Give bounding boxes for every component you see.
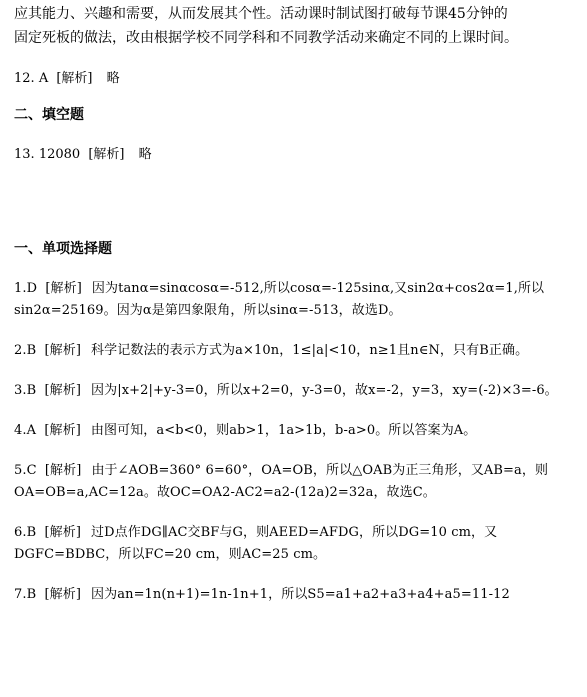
analysis-text: 因为an=1n(n+1)=1n-1n+1，所以S5=a1+a2+a3+a4+a5=11-12 [91,587,510,602]
answer-number: 13. [14,147,35,162]
analysis-text: 略 [138,147,152,162]
answer-item-4 [14,420,580,442]
analysis-tag: [解析] [88,147,125,162]
answer-number: 2. [14,343,27,358]
answer-number: 5. [14,463,27,478]
analysis-tag: [解析] [44,423,81,438]
answer-item-3 [14,380,580,402]
answer-number: 4. [14,423,27,438]
answer-item-2 [14,340,580,362]
answer-choice: B [26,587,37,602]
answer-number: 3. [14,383,27,398]
answer-choice: A [26,423,37,438]
document-page [14,2,580,606]
analysis-text: 由于∠AOB=360° 6=60°，OA=OB，所以△OAB为正三角形，又AB=a，则OA=OB=a,AC=12a。故OC=OA2-AC2=a2-(12a)2=32a，故选C。 [14,463,549,500]
answer-choice: B [26,343,37,358]
answer-item-13 [14,144,580,166]
answer-item-6 [14,522,580,566]
analysis-tag: [解析] [45,281,82,296]
analysis-text: 过D点作DG∥AC交BF与G，则AEED=AFDG，所以DG=10 cm，又DGFC=BDBC，所以FC=20 cm，则AC=25 cm。 [14,525,498,562]
analysis-text: 因为|x+2|+y-3=0，所以x+2=0，y-3=0，故x=-2，y=3，xy=(-2)×3=-6。 [91,383,558,398]
answer-item-1 [14,278,580,322]
analysis-tag: [解析] [44,383,82,398]
analysis-tag: [解析] [44,587,82,602]
section-heading-fill-blank: 二、填空题 [14,107,84,123]
intro-paragraph-line-1: 应其能力、兴趣和需要，从而发展其个性。活动课时制试图打破每节课45分钟的 [14,6,508,22]
section-heading-single-choice: 一、单项选择题 [14,241,112,257]
analysis-tag: [解析] [56,71,93,86]
intro-paragraph-line-2: 固定死板的做法，改由根据学校不同学科和不同教学活动来确定不同的上课时间。 [14,30,518,46]
answer-choice: A [38,71,49,86]
analysis-text: 由图可知，a<b<0，则ab>1，1a>1b，b-a>0。所以答案为A。 [90,423,477,438]
analysis-tag: [解析] [44,525,82,540]
analysis-tag: [解析] [44,463,82,478]
analysis-tag: [解析] [44,343,82,358]
analysis-text: 略 [106,71,120,86]
answer-item-7 [14,584,580,606]
answer-number: 12. [14,71,35,86]
analysis-text: 科学记数法的表示方式为a×10n，1≤|a|<10，n≥1且n∈N，只有B正确。 [91,343,529,358]
answer-choice: D [26,281,38,296]
answer-choice: C [26,463,37,478]
answer-number: 1. [14,281,27,296]
answer-number: 6. [14,525,27,540]
answer-item-5 [14,460,580,504]
answer-choice: B [26,383,37,398]
answer-number: 7. [14,587,27,602]
answer-choice: B [26,525,37,540]
analysis-text: 因为tanα=sinαcosα=-512,所以cosα=-125sinα,又sin2α+cos2α=1,所以sin2α=25169。因为α是第四象限角，所以sinα=-513，故选D。 [14,281,545,318]
answer-value: 12080 [38,147,81,162]
answer-item-12 [14,68,580,90]
